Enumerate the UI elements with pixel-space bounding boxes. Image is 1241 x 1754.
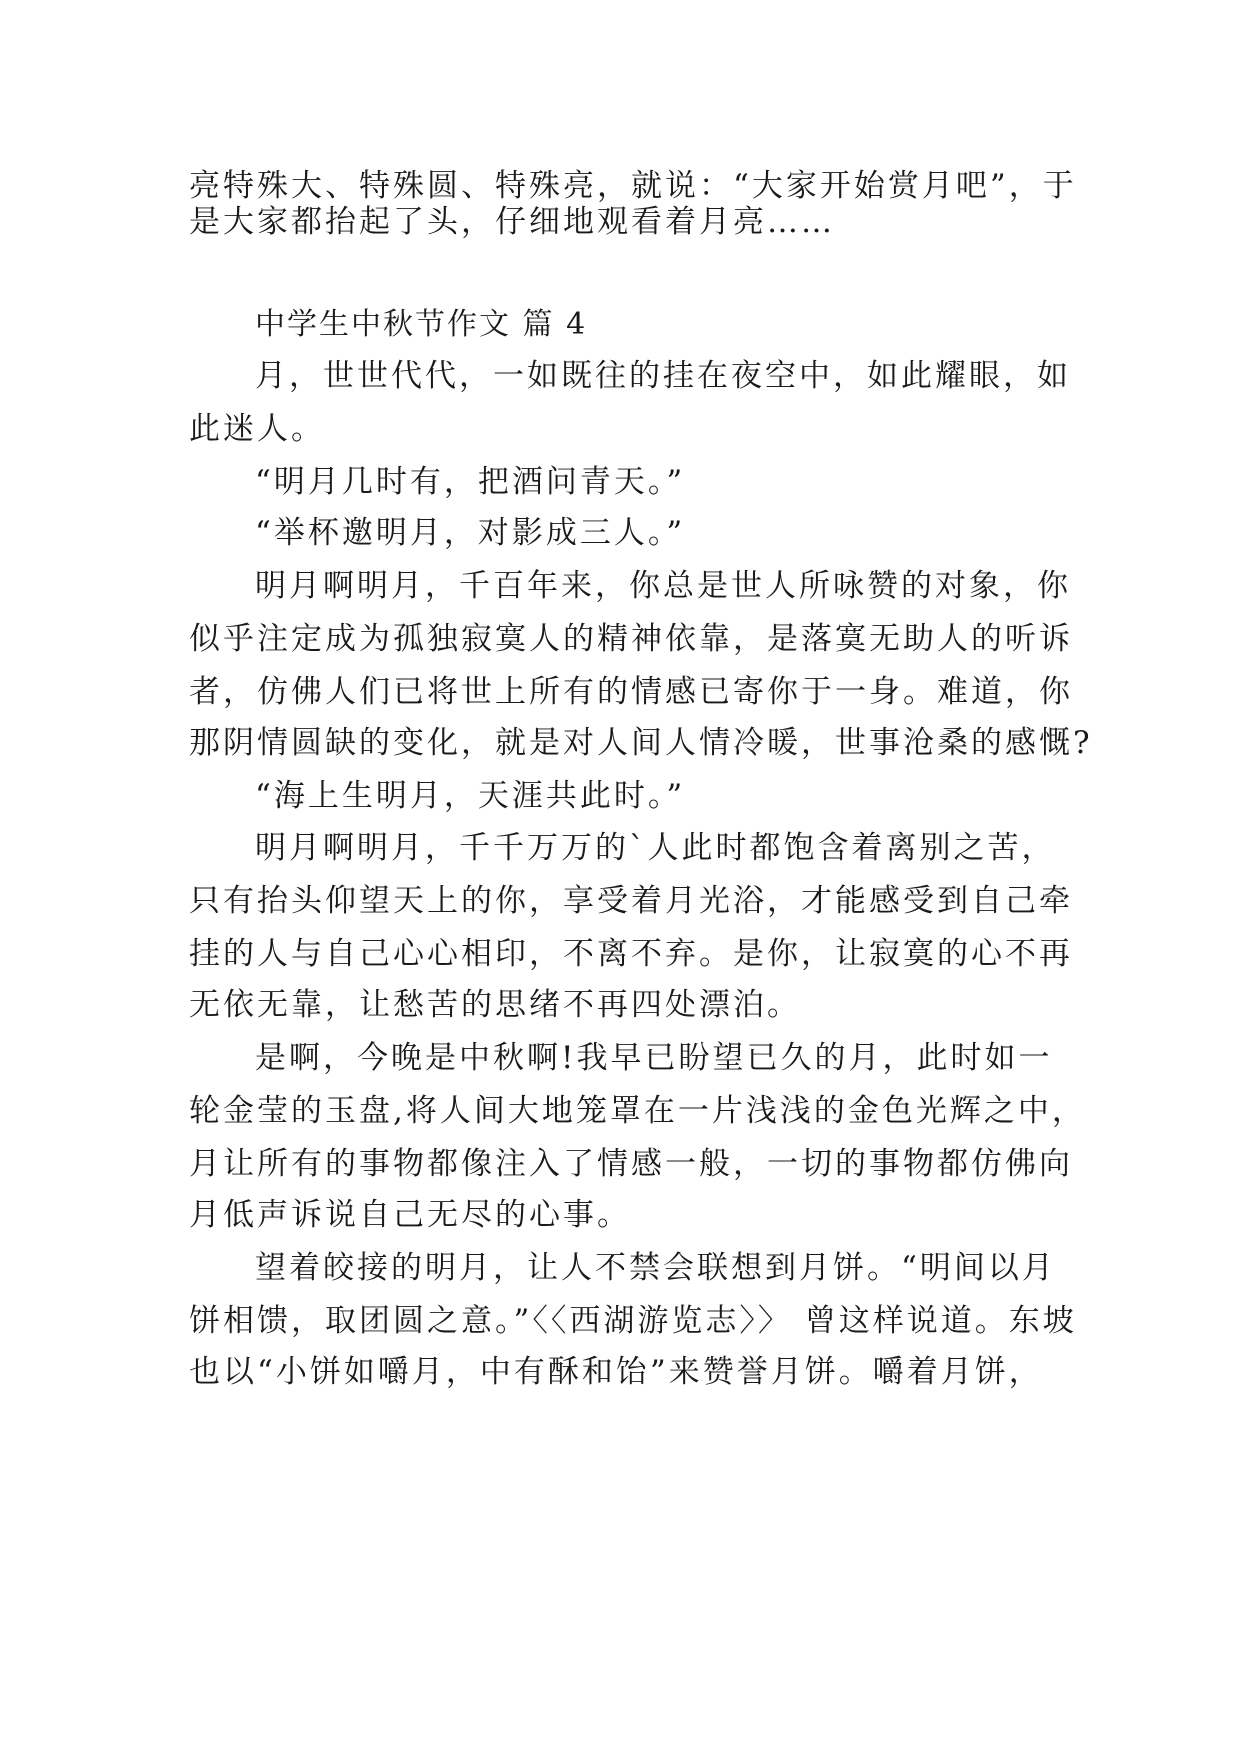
paragraph-line: 望着皎接的明月，让人不禁会联想到月饼。“明间以月 — [255, 1250, 1056, 1286]
paragraph-line: 无依无靠，让愁苦的思绪不再四处漂泊。 — [189, 987, 801, 1023]
paragraph-line: 也以“小饼如嚼月，中有酥和饴”来赞誉月饼。嚼着月饼， — [189, 1354, 1043, 1390]
paragraph-line: 亮特殊大、特殊圆、特殊亮，就说：“大家开始赏月吧”，于 — [189, 168, 1077, 204]
paragraph-line: 月让所有的事物都像注入了情感一般，一切的事物都仿佛向 — [189, 1146, 1073, 1182]
paragraph-line: 是啊，今晚是中秋啊!我早已盼望已久的月，此时如一 — [255, 1040, 1053, 1076]
paragraph-line: 只有抬头仰望天上的你，享受着月光浴，才能感受到自己牵 — [189, 883, 1073, 919]
quote-line: “海上生明月，天涯共此时。” — [255, 778, 686, 814]
paragraph-line: 似乎注定成为孤独寂寞人的精神依靠，是落寞无助人的听诉 — [189, 621, 1073, 657]
paragraph-line: 轮金莹的玉盘,将人间大地笼罩在一片浅浅的金色光辉之中， — [189, 1093, 1086, 1129]
paragraph-line: 月低声诉说自己无尽的心事。 — [189, 1197, 631, 1233]
paragraph-line: 是大家都抬起了头，仔细地观看着月亮…… — [189, 204, 835, 240]
paragraph-line: 饼相馈，取团圆之意。”〈〈西湖游览志〉〉 曾这样说道。东坡 — [189, 1303, 1077, 1339]
paragraph-line: 挂的人与自己心心相印，不离不弃。是你，让寂寞的心不再 — [189, 936, 1073, 972]
paragraph-line: 那阴情圆缺的变化，就是对人间人情冷暖，世事沧桑的感慨? — [189, 725, 1093, 761]
quote-line: “举杯邀明月，对影成三人。” — [255, 515, 686, 551]
paragraph-line: 明月啊明月，千百年来，你总是世人所咏赞的对象，你 — [255, 568, 1071, 604]
paragraph-line: 月，世世代代，一如既往的挂在夜空中，如此耀眼，如 — [255, 358, 1071, 394]
quote-line: “明月几时有，把酒问青天。” — [255, 464, 686, 500]
section-heading: 中学生中秋节作文 篇 4 — [255, 307, 588, 342]
paragraph-line: 者，仿佛人们已将世上所有的情感已寄你于一身。难道，你 — [189, 674, 1073, 710]
paragraph-line: 此迷人。 — [189, 411, 325, 447]
paragraph-line: 明月啊明月，千千万万的`人此时都饱含着离别之苦， — [255, 830, 1056, 866]
